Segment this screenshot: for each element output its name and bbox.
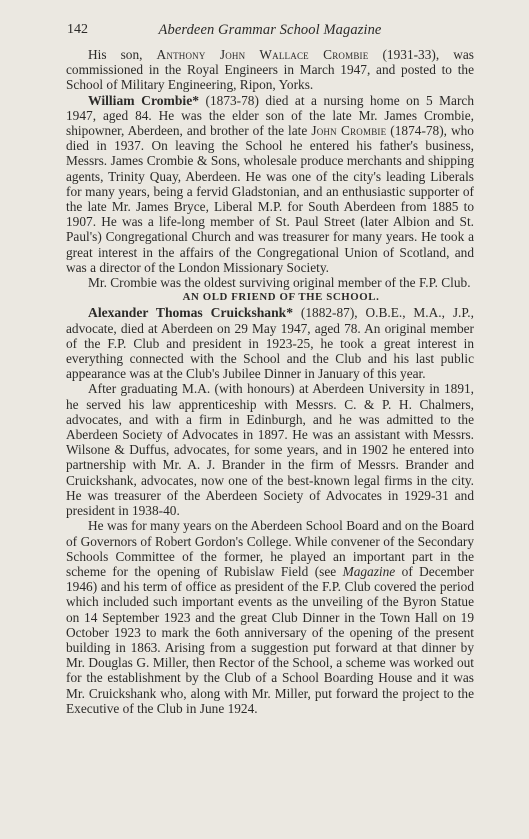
john-crombie-name: John Crombie: [311, 123, 387, 139]
running-head: [67, 22, 473, 40]
article-body: [66, 47, 474, 716]
cruickshank-name: Alexander Thomas Cruickshank*: [88, 305, 294, 321]
section-heading: AN OLD FRIEND OF THE SCHOOL.: [182, 291, 380, 304]
cruickshank-para3-text-a: He was for many years on the Aberdeen School Board and on the Board of Governors of Robert Gordon's College. While convener of the Secondary Schools Committee of the former, he played an important part in the scheme for the opening of Rubislaw Field (see: [66, 518, 474, 579]
crombie-son-lead: His son,: [88, 47, 157, 62]
william-crombie-text-b: (1874-78), who died in 1937. On leaving the School he entered his father's business, Messrs. James Crombie & Sons, wholesale produce merchants and shipping agents, Trinity Quay, Aberdeen. He was one of the city's leading Liberals for many years, being a fervid Gladstonian, and an enthusiastic supporter of the late Mr. James Bryce, Liberal M.P. for South Aberdeen from 1885 to 1907. He was a life-long member of St. Paul Street (later Albion and St. Paul's) Congregational Church and was treasurer for many years. He took a great interest in the affairs of the Congregational Union of Scotland, and was a director of the London Missionary Society.: [66, 123, 474, 275]
cruickshank-para3-text-b: of December 1946) and his term of office as president of the F.P. Club covered the period which included such important events as the unveiling of the Byron Statue on 14 September 1923 and the great Club Dinner in the Town Hall on 19 October 1923 to mark the 6oth anniversary of the opening of the present building in 1863. Arising from a suggestion put forward at that dinner by Mr. Douglas G. Miller, then Rector of the School, a scheme was worked out for the establishment by the Club of a School Boarding House and it was Mr. Cruickshank who, along with Mr. Miller, put forward the project to the Executive of the Club in June 1924.: [66, 563, 474, 716]
cruickshank-paragraph-2: After graduating M.A. (with honours) at Aberdeen University in 1891, he served his law apprenticeship with Messrs. C. & P. H. Chalmers, advocates, and with a firm in Edinburgh, and he was admitted to the Aberdeen Society of Advocates in 1897. He was an assistant with Messrs. Wilsone & Duffus, advocates, for some years, and in 1902 he entered into partnership with Mr. A. J. Brander in the firm of Messrs. Brander and Cruickshank, advocates, now one of the best-known legal firms in the city. He was treasurer of the Aberdeen Society of Advocates in 1929-31 and president in 1938-40.: [66, 381, 474, 519]
william-crombie-closing: Mr. Crombie was the oldest surviving original member of the F.P. Club.: [88, 275, 471, 291]
cruickshank-para1-text: (1882-87), O.B.E., M.A., J.P., advocate, died at Aberdeen on 29 May 1947, aged 78. An original member of the F.P. Club and president in 1923-25, he took a great interest in everything connected with the School and the Club and his last public appearance was at the Club's Jubilee Dinner in January of this year.: [66, 305, 474, 382]
crombie-son-paragraph: [66, 47, 474, 93]
crombie-son-text: (1931-33), was commissioned in the Royal Engineers in March 1947, and posted to the School of Military Engineering, Ripon, Yorks.: [66, 47, 474, 93]
cruickshank-paragraph-3: [66, 518, 474, 716]
magazine-reference: Magazine: [342, 563, 396, 579]
page-number: 142: [67, 22, 88, 37]
william-crombie-name: William Crombie*: [88, 92, 200, 108]
journal-title: Aberdeen Grammar School Magazine: [158, 22, 382, 38]
cruickshank-paragraph-1: [66, 305, 474, 381]
william-crombie-text-a: (1873-78) died at a nursing home on 5 March 1947, aged 84. He was the elder son of the late Mr. James Crombie, shipowner, Aberdeen, and brother of the late: [66, 92, 474, 139]
crombie-son-name: Anthony John Wallace Crombie: [156, 47, 369, 62]
william-crombie-paragraph: [66, 93, 474, 275]
